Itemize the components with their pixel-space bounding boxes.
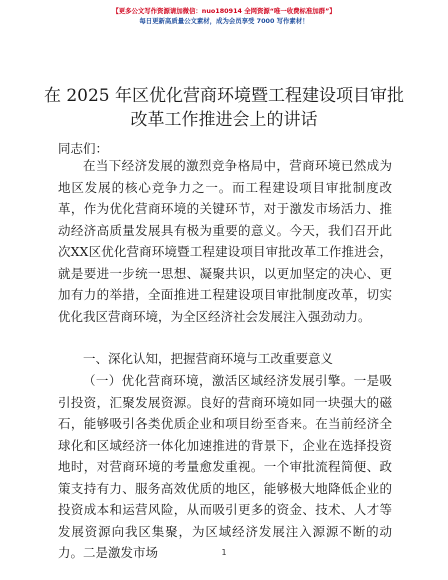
promo-banner-line2: 每日更新高质量公文素材，成为会员享受 7000 写作素材！ bbox=[139, 17, 309, 25]
promo-banner-line1: 【更多公文写作资源请加微信：nuo180914 全网资源“唯一收费标准加群”】 bbox=[112, 7, 336, 15]
paragraph-intro: 在当下经济发展的激烈竞争格局中，营商环境已然成为地区发展的核心竞争力之一。而工程建设项目审批制度改革，作为优化营商环境的关键环节，对于激发市场活力、推动经济高质量发展具有极为重要的意义。今天，我们召开此次XX区优化营商环境暨工程建设项目审批改革工作推进会，就是要进一步统一思想、凝聚共识，以更加坚定的决心、更加有力的举措，全面推进工程建设项目审批制度改革，切实优化我区营商环境，为全区经济社会发展注入强劲动力。 bbox=[58, 158, 392, 324]
document-title-line2: 改革工作推进会上的讲话 bbox=[130, 110, 318, 130]
page-number: 1 bbox=[221, 548, 227, 557]
section-heading-1: 一、深化认知，把握营商环境与工改重要意义 bbox=[83, 351, 334, 366]
paragraph-section1-1: （一）优化营商环境，激活区域经济发展引擎。一是吸引投资，汇聚发展资源。良好的营商环境如同一块强大的磁石，能够吸引各类优质企业和项目纷至沓来。在当前经济全球化和区域经济一体化加速推进的背景下，企业在选择投资地时，对营商环境的考量愈发重视。一个审批流程简便、政策支持有力、服务高效优质的地区，能够极大地降低企业的投资成本和运营风险，从而吸引更多的资金、技术、人才等发展资源向我区集聚，为区域经济发展注入源源不断的动力。二是激发市场 bbox=[58, 373, 392, 560]
greeting: 同志们： bbox=[58, 141, 109, 156]
document-title-line1: 在 2025 年区优化营商环境暨工程建设项目审批 bbox=[43, 86, 405, 106]
